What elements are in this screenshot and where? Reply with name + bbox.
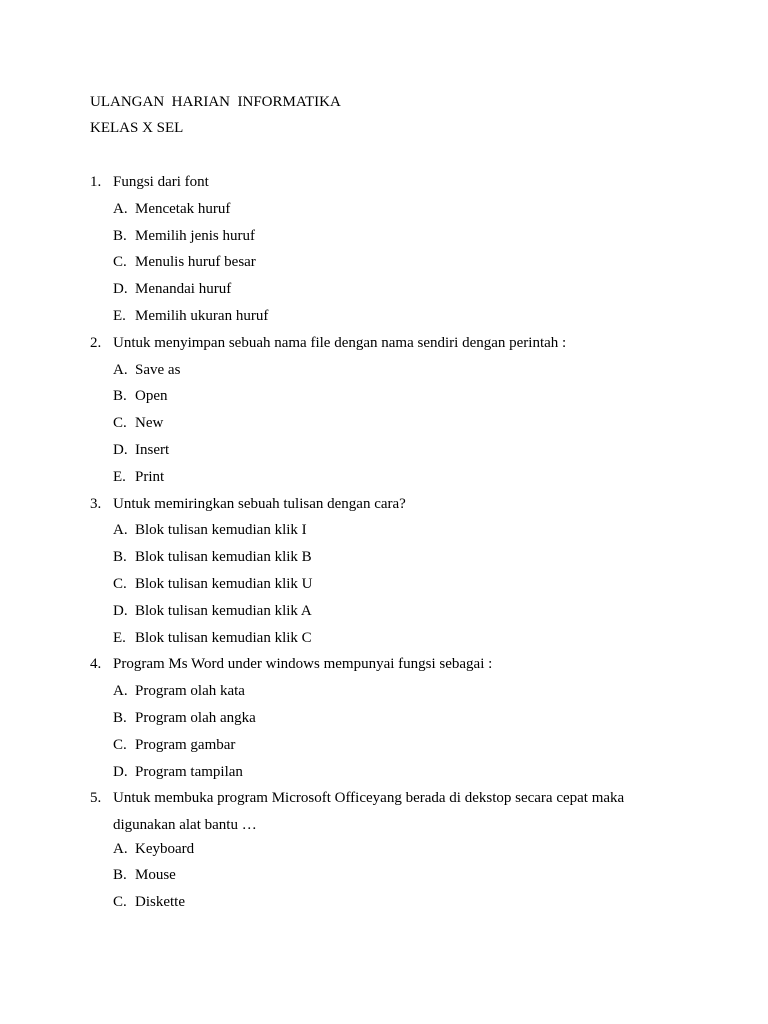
option-letter: B. [113,549,127,566]
option-letter: C. [113,254,127,271]
question-text: Program Ms Word under windows mempunyai fungsi sebagai : [113,656,493,673]
answer-option [90,574,650,601]
answer-option [90,681,650,708]
option-text: Insert [135,441,170,458]
question-row [90,788,650,838]
option-text: Memilih ukuran huruf [135,307,269,324]
question-row [90,172,650,199]
option-text: Blok tulisan kemudian klik C [135,629,312,646]
answer-option [90,226,650,253]
answer-option [90,199,650,226]
answer-option [90,628,650,655]
option-letter: E. [113,307,126,324]
option-letter: D. [113,441,128,458]
option-text: Program olah kata [135,683,245,700]
option-text: Diskette [135,894,185,911]
option-text: Memilih jenis huruf [135,227,255,244]
question-number: 5. [90,789,102,806]
option-text: Blok tulisan kemudian klik B [135,549,312,566]
option-letter: A. [113,200,128,217]
option-letter: E. [113,629,126,646]
option-text: New [135,415,164,432]
answer-option [90,279,650,306]
option-text: Menulis huruf besar [135,254,256,271]
option-letter: D. [113,763,128,780]
answer-option [90,360,650,387]
question-text: Fungsi dari font [113,174,209,190]
option-letter: C. [113,894,127,911]
answer-option [90,386,650,413]
option-letter: B. [113,867,127,884]
answer-option [90,413,650,440]
answer-option [90,865,650,892]
question-item [90,654,650,788]
answer-option [90,520,650,547]
option-text: Program olah angka [135,709,256,726]
question-number: 4. [90,656,102,673]
question-row [90,333,650,360]
option-letter: B. [113,227,127,244]
answer-option [90,547,650,574]
answer-option [90,735,650,762]
option-letter: C. [113,415,127,432]
answer-option [90,892,650,919]
question-text: Untuk menyimpan sebuah nama file dengan nama sendiri dengan perintah : [113,334,567,351]
document-title: ULANGAN HARIAN INFORMATIKA [90,94,341,110]
option-letter: C. [113,736,127,753]
option-letter: C. [113,575,127,592]
option-letter: A. [113,840,128,857]
option-letter: E. [113,468,126,485]
question-row [90,494,650,521]
option-text: Blok tulisan kemudian klik A [135,602,312,619]
option-text: Program tampilan [135,763,243,780]
question-item [90,172,650,333]
option-text: Program gambar [135,736,236,753]
question-number: 1. [90,174,102,190]
question-number: 3. [90,495,102,512]
option-text: Blok tulisan kemudian klik U [135,575,313,592]
answer-option [90,467,650,494]
option-text: Mouse [135,867,176,884]
answer-option [90,440,650,467]
question-item [90,788,650,919]
answer-option [90,708,650,735]
option-text: Menandai huruf [135,281,232,298]
option-letter: B. [113,388,127,405]
option-letter: D. [113,281,128,298]
question-list [90,172,650,919]
question-text: Untuk membuka program Microsoft Officeyang berada di dekstop secara cepat maka digunakan alat bantu … [113,789,625,833]
option-letter: A. [113,683,128,700]
class-label: KELAS X SEL [90,120,184,136]
option-letter: A. [113,361,128,378]
option-text: Save as [135,361,181,378]
question-item [90,333,650,494]
question-item [90,494,650,655]
question-text: Untuk memiringkan sebuah tulisan dengan cara? [113,495,406,512]
option-text: Print [135,468,165,485]
option-letter: D. [113,602,128,619]
option-text: Blok tulisan kemudian klik I [135,522,307,539]
option-text: Keyboard [135,840,195,857]
option-letter: B. [113,709,127,726]
question-number: 2. [90,334,102,351]
answer-option [90,839,650,866]
option-text: Open [135,388,168,405]
option-text: Mencetak huruf [135,200,231,217]
option-letter: A. [113,522,128,539]
answer-option [90,601,650,628]
answer-option [90,252,650,279]
answer-option [90,306,650,333]
question-row [90,654,650,681]
